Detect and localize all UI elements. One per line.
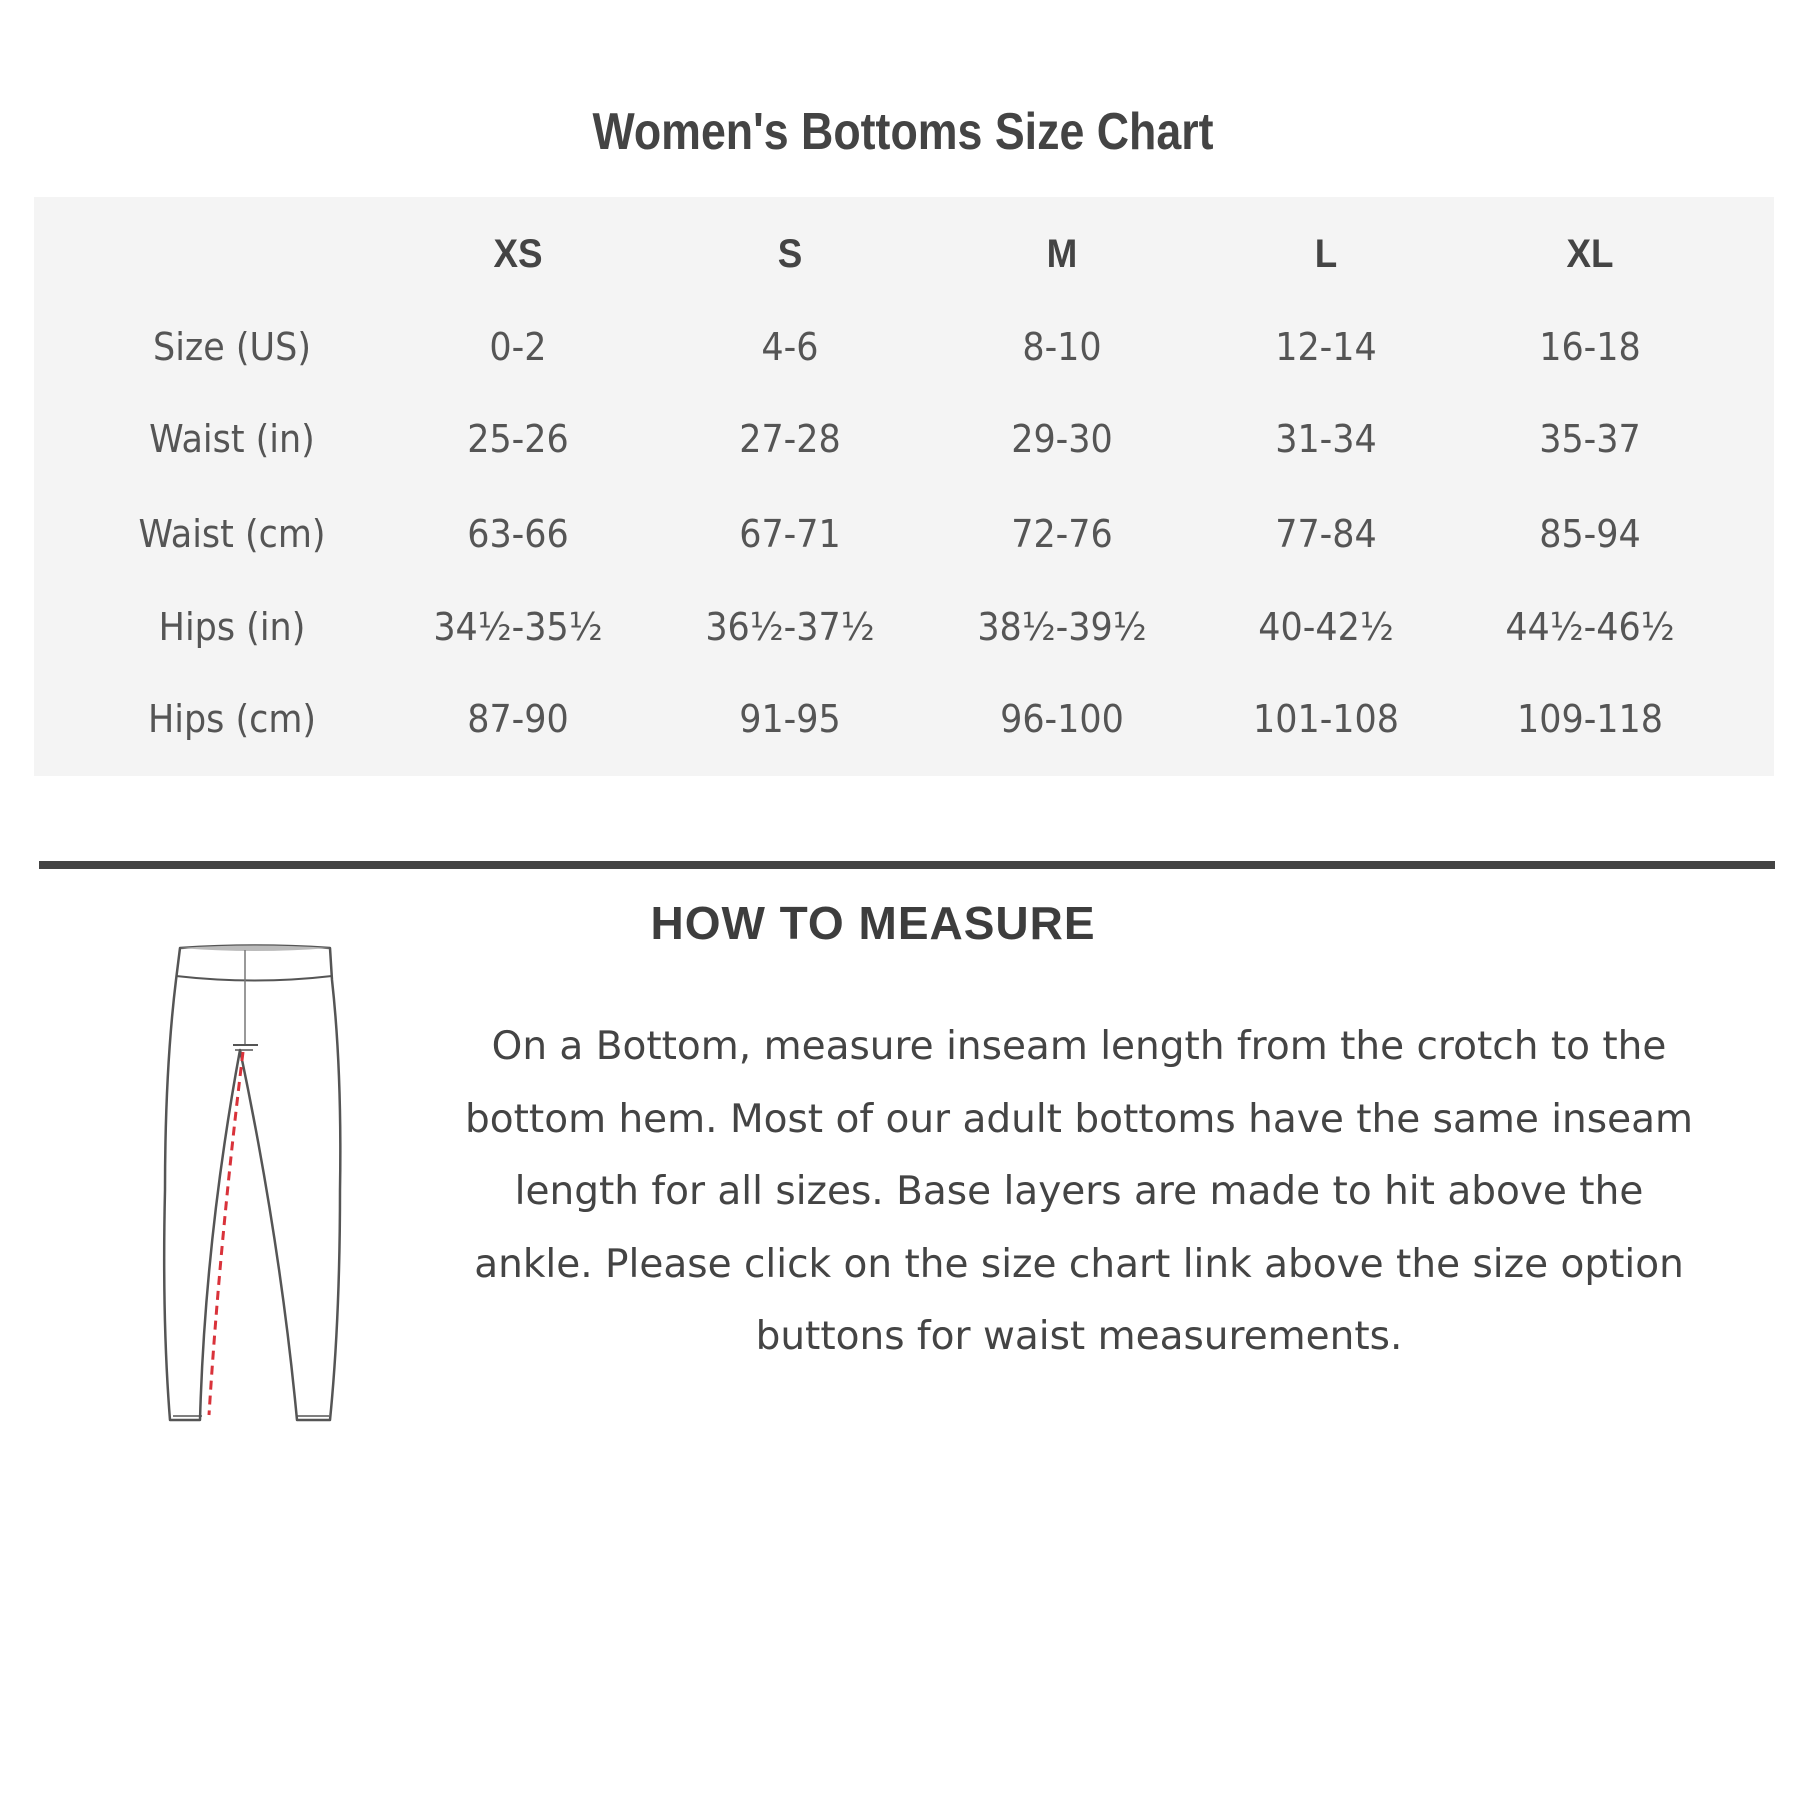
row-label: Hips (cm) [147, 697, 317, 741]
column-header: S [777, 232, 803, 276]
table-cell: 63-66 [467, 512, 569, 556]
table-cell: 4-6 [761, 325, 819, 369]
how-to-measure-heading: HOW TO MEASURE [650, 897, 1096, 949]
table-cell: 85-94 [1539, 512, 1641, 556]
table-cell: 96-100 [1000, 697, 1124, 741]
size-table [34, 197, 1774, 776]
table-cell: 91-95 [739, 697, 841, 741]
table-cell: 109-118 [1516, 697, 1664, 741]
table-cell: 38½-39½ [977, 605, 1147, 649]
row-label: Waist (in) [149, 417, 315, 461]
table-cell: 16-18 [1539, 325, 1641, 369]
column-header: L [1314, 232, 1338, 276]
table-cell: 29-30 [1011, 417, 1113, 461]
table-cell: 8-10 [1022, 325, 1102, 369]
leggings-inseam-diagram-icon [160, 940, 360, 1440]
table-cell: 40-42½ [1258, 605, 1394, 649]
table-cell: 44½-46½ [1505, 605, 1675, 649]
table-cell: 67-71 [739, 512, 841, 556]
how-to-measure-text: On a Bottom, measure inseam length from the crotch to the bottom hem. Most of our adult bottoms have the same inseam length for all sizes. Base layers are made to hit above the ankle. Please click on the size chart link above the size option buttons for waist measurements. [465, 1024, 1693, 1359]
row-label: Size (US) [153, 325, 311, 369]
table-cell: 101-108 [1252, 697, 1400, 741]
column-header: XL [1566, 232, 1614, 276]
row-label: Waist (cm) [138, 512, 326, 556]
table-cell: 35-37 [1539, 417, 1641, 461]
section-divider [39, 861, 1775, 869]
table-cell: 27-28 [739, 417, 841, 461]
table-cell: 77-84 [1275, 512, 1377, 556]
table-cell: 72-76 [1011, 512, 1113, 556]
table-cell: 31-34 [1275, 417, 1377, 461]
table-cell: 12-14 [1275, 325, 1377, 369]
table-cell: 87-90 [467, 697, 569, 741]
column-header: M [1046, 232, 1078, 276]
table-cell: 0-2 [489, 325, 547, 369]
table-cell: 25-26 [467, 417, 569, 461]
row-label: Hips (in) [158, 605, 306, 649]
table-cell: 34½-35½ [433, 605, 603, 649]
column-header: XS [493, 232, 543, 276]
table-cell: 36½-37½ [705, 605, 875, 649]
page-title: Women's Bottoms Size Chart [592, 103, 1214, 161]
